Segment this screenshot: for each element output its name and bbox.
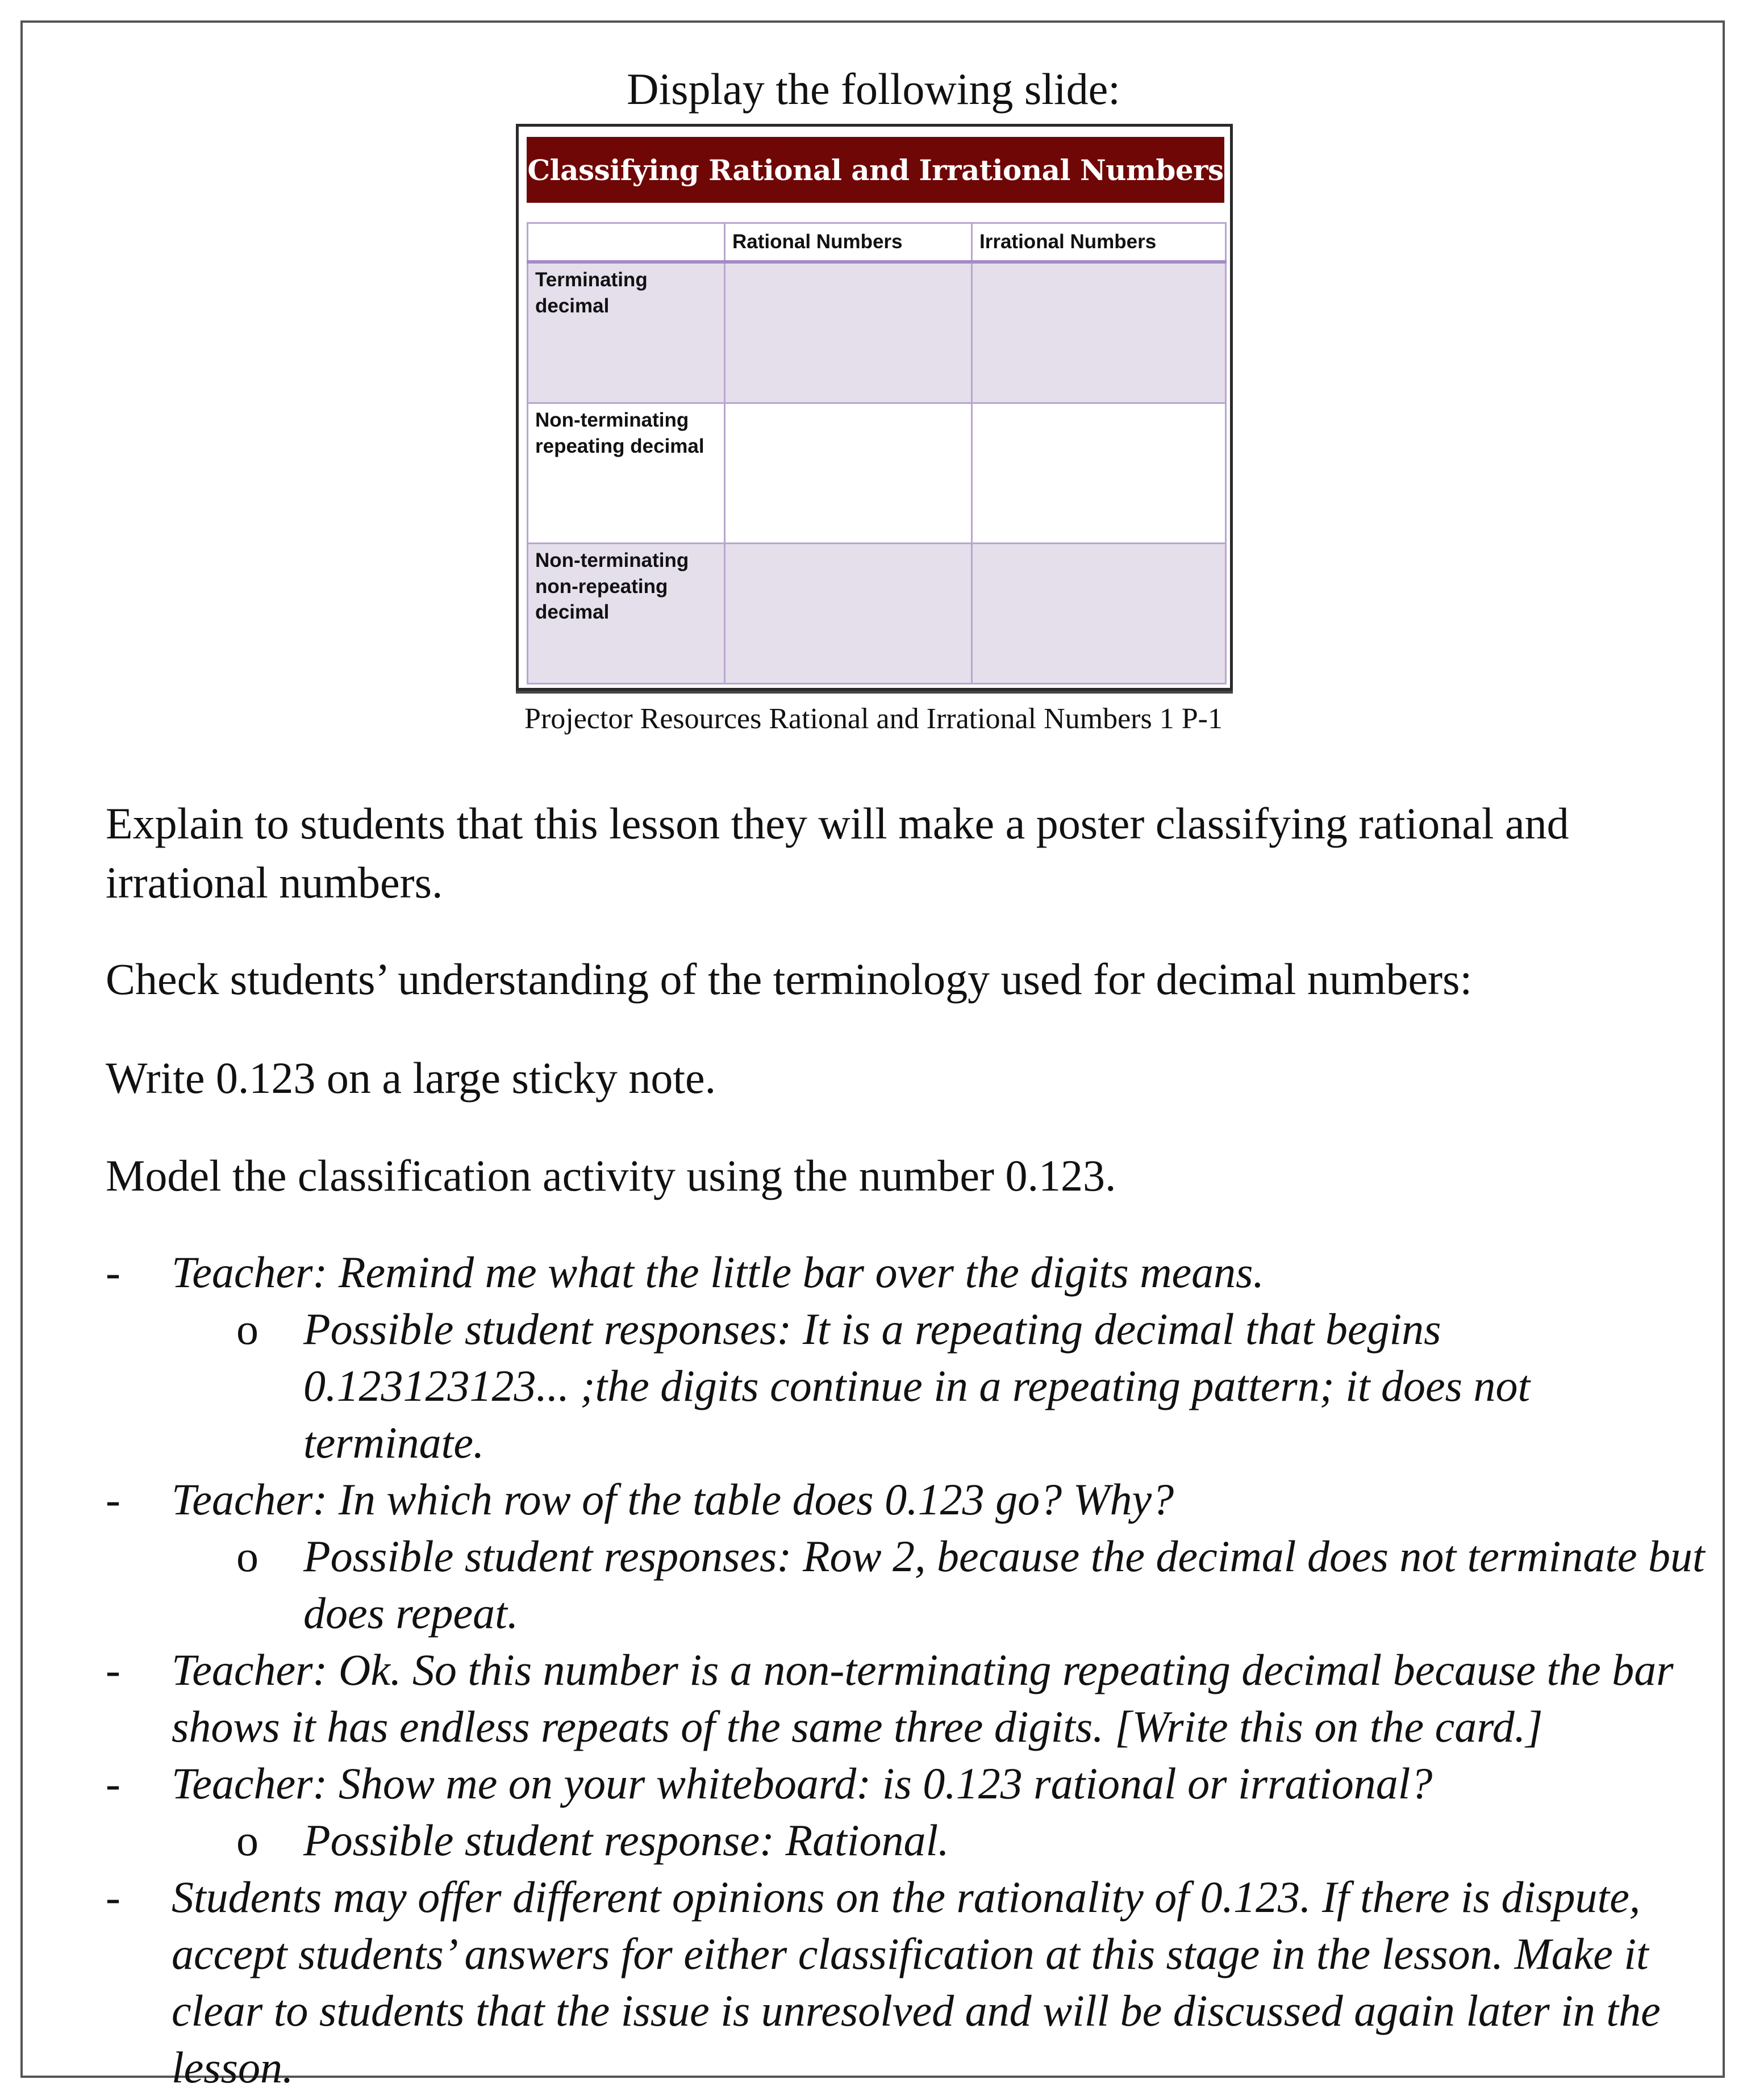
list-item — [106, 1471, 1713, 1528]
list-item-text: Possible student responses: It is a repeating decimal that begins 0.123123123... ;the digits continue in a repeating pattern; it does not terminate. — [303, 1304, 1531, 1467]
header-irrational: Irrational Numbers — [972, 223, 1226, 262]
list-item — [106, 1755, 1713, 1812]
list-item-text: Teacher: In which row of the table does 0.123 go? Why? — [172, 1475, 1174, 1524]
rational-cell — [725, 544, 972, 684]
irrational-cell — [972, 544, 1226, 684]
dialogue-list — [106, 1244, 1713, 2096]
classification-table — [527, 222, 1227, 684]
list-item-text: Teacher: Ok. So this number is a non-terminating repeating decimal because the bar shows it has endless repeats of the same three digits. [Write this on the card.] — [172, 1645, 1674, 1751]
list-item — [106, 1869, 1713, 2096]
irrational-cell — [972, 262, 1226, 403]
paragraph-check: Check students’ understanding of the terminology used for decimal numbers: — [106, 954, 1473, 1004]
list-item — [106, 1528, 1713, 1642]
circle-bullet-icon: o — [236, 1304, 258, 1354]
irrational-cell — [972, 403, 1226, 544]
slide-caption: Projector Resources Rational and Irrational Numbers 1 P-1 — [524, 703, 1223, 735]
dash-bullet-icon: - — [106, 1872, 120, 1922]
list-item — [106, 1244, 1713, 1301]
list-item — [106, 1301, 1713, 1471]
table-header-row — [528, 223, 1226, 262]
intro-text: Display the following slide: — [627, 64, 1120, 114]
rational-cell — [725, 403, 972, 544]
table-row — [528, 544, 1226, 684]
list-item-text: Students may offer different opinions on the rationality of 0.123. If there is dispute, accept students’ answers for either classification at this stage in the lesson. Make it clear to students that the issue is unresolved and will be discussed again later in the lesson. — [172, 1872, 1661, 2092]
table-row — [528, 262, 1226, 403]
row-label: Non-terminating non-repeating decimal — [528, 544, 725, 684]
dash-bullet-icon: - — [106, 1247, 120, 1297]
list-item-text: Teacher: Show me on your whiteboard: is 0.123 rational or irrational? — [172, 1759, 1433, 1808]
slide-title: Classifying Rational and Irrational Numbers — [527, 137, 1224, 203]
list-item-text: Possible student response: Rational. — [303, 1815, 949, 1865]
header-cell-empty — [528, 223, 725, 262]
circle-bullet-icon: o — [236, 1531, 258, 1581]
rational-cell — [725, 262, 972, 403]
row-label: Terminating decimal — [528, 262, 725, 403]
paragraph-model: Model the classification activity using the number 0.123. — [106, 1151, 1116, 1200]
row-label: Non-terminating repeating decimal — [528, 403, 725, 544]
list-item — [106, 1642, 1713, 1755]
dash-bullet-icon: - — [106, 1759, 120, 1808]
slide-image — [516, 124, 1233, 691]
dash-bullet-icon: - — [106, 1645, 120, 1694]
list-item-text: Possible student responses: Row 2, because the decimal does not terminate but does repeat. — [303, 1531, 1705, 1638]
list-item — [106, 1812, 1713, 1869]
list-item-text: Teacher: Remind me what the little bar over the digits means. — [172, 1247, 1264, 1297]
circle-bullet-icon: o — [236, 1815, 258, 1865]
header-rational: Rational Numbers — [725, 223, 972, 262]
paragraph-write: Write 0.123 on a large sticky note. — [106, 1053, 716, 1103]
paragraph-explain: Explain to students that this lesson they will make a poster classifying rational and irrational numbers. — [106, 799, 1569, 907]
table-row — [528, 403, 1226, 544]
dash-bullet-icon: - — [106, 1475, 120, 1524]
